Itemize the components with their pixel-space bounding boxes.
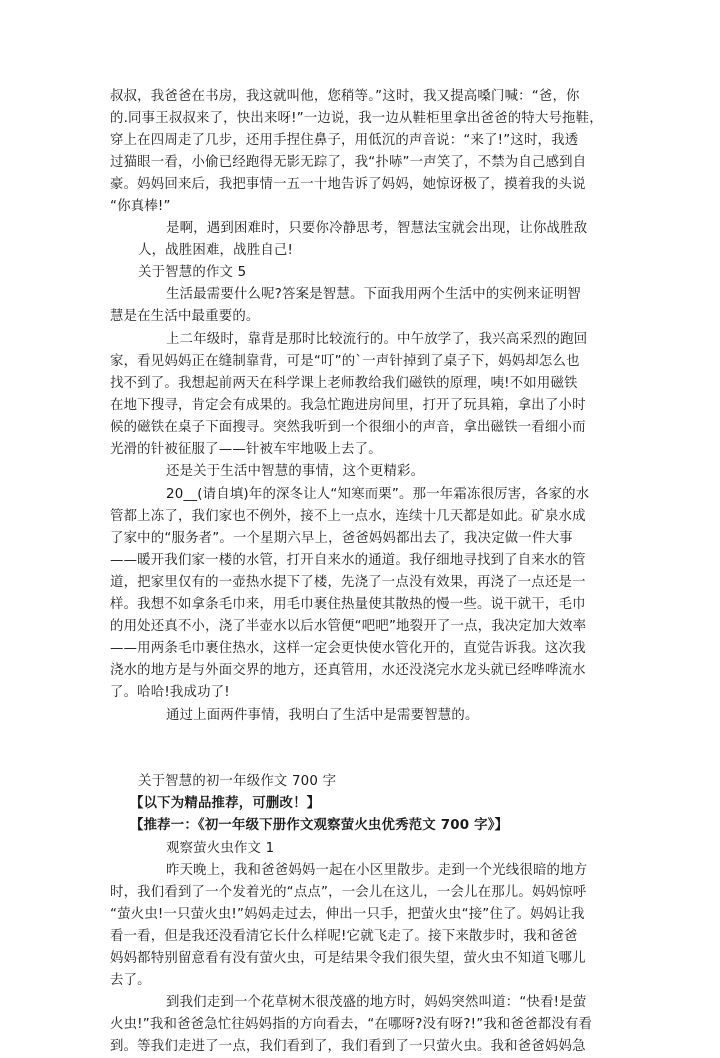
paragraph-line: 豪。妈妈回来后，我把事情一五一十地告诉了妈妈，她惊讶极了，摸着我的头说 [110, 177, 586, 192]
paragraph-line: 时，我们看到了一个发着光的“点点”，一会儿在这儿，一会儿在那儿。妈妈惊呼 [110, 885, 587, 900]
paragraph-line: 昨天晚上，我和爸爸妈妈一起在小区里散步。走到一个光线很暗的地方 [166, 863, 588, 878]
paragraph-line: 找不到了。我想起前两天在科学课上老师教给我们磁铁的原理，咦!不如用磁铁 [110, 376, 578, 391]
paragraph-line: 生活最需要什么呢?答案是智慧。下面我用两个生活中的实例来证明智 [166, 287, 582, 302]
paragraph-line: 道，把家里仅有的一壶热水提下了楼，先浇了一点没有效果，再浇了一点还是一 [110, 575, 586, 590]
paragraph-line: 过猫眼一看，小偷已经跑得无影无踪了，我“扑哧”一声笑了，不禁为自己感到自 [110, 155, 587, 170]
paragraph-line: 人，战胜困难，战胜自己! [138, 243, 294, 258]
paragraph-line: 妈妈都特别留意看有没有萤火虫，可是结果令我们很失望，萤火虫不知道飞哪儿 [110, 951, 586, 966]
paragraph-line: 浇水的地方是与外面交界的地方，还真管用，水还没浇完水龙头就已经哗哗流水 [110, 663, 586, 678]
paragraph-line: 光滑的针被征服了——针被车牢地吸上去了。 [110, 442, 382, 457]
paragraph-line: 到我们走到一个花草树木很茂盛的地方时，妈妈突然叫道：“快看!是萤 [166, 995, 587, 1010]
paragraph-line: 叔叔，我爸爸在书房，我这就叫他，您稍等。”这时，我又提高嗓门喊：“爸，你 [110, 89, 580, 104]
paragraph-line: 到。等我们走进了一点，我们看到了，我们看到了一只萤火虫。我和爸爸妈妈急 [110, 1039, 586, 1054]
paragraph-line: 在地下搜寻，肯定会有成果的。我急忙跑进房间里，打开了玩具箱，拿出了小时 [110, 398, 586, 413]
paragraph-line: 去了。 [110, 973, 151, 988]
essay-heading: 观察萤火虫作文 1 [166, 841, 275, 856]
paragraph-line: ——暖开我们家一楼的水管，打开自来水的通道。我仔细地寻找到了自来水的管 [110, 553, 586, 568]
paragraph-line: ——用两条毛巾裹住热水，这样一定会更快使水管化开的，直觉告诉我。这次我 [110, 641, 586, 656]
paragraph-line: 是啊，遇到困难时，只要你冷静思考，智慧法宝就会出现，让你战胜敌 [166, 221, 588, 236]
paragraph-line: 上二年级时，靠背是那时比较流行的。中午放学了，我兴高采烈的跑回 [166, 332, 588, 347]
paragraph-line: “萤火虫!一只萤火虫!”妈妈走过去，伸出一只手，把萤火虫“接”住了。妈妈让我 [110, 907, 585, 922]
paragraph-line: 的.同事王叔叔来了，快出来呀!”一边说，我一边从鞋柜里拿出爸爸的特大号拖鞋， [110, 111, 603, 126]
paragraph-line: 慧是在生活中最重要的。 [110, 309, 260, 324]
paragraph-line: 的用处还真不小，浇了半壶水以后水管便“吧吧”地裂开了一点，我决定加大效率 [110, 619, 587, 634]
paragraph-line: 候的磁铁在桌子下面搜寻。突然我听到一个很细小的声音，拿出磁铁一看细小而 [110, 420, 586, 435]
paragraph-line: 看一看，但是我还没看清它长什么样呢!它就飞走了。接下来散步时，我和爸爸 [110, 929, 578, 944]
paragraph-line: 还是关于生活中智慧的事情，这个更精彩。 [166, 464, 425, 479]
paragraph-line: 管都上冻了，我们家也不例外，接不上一点水，连续十几天都是如此。矿泉水成 [110, 509, 586, 524]
paragraph-line: 穿上在四周走了几步，还用手捏住鼻子，用低沉的声音说：“来了!”这时，我透 [110, 133, 579, 148]
paragraph-line: 家，看见妈妈正在缝制靠背，可是“叮”的`一声针掉到了桌子下，妈妈却怎么也 [110, 354, 580, 369]
recommend-note: 【以下为精品推荐，可删改！】 [130, 796, 321, 811]
paragraph-line: 通过上面两件事情，我明白了生活中是需要智慧的。 [166, 708, 479, 723]
paragraph-line: 了家中的“服务者”。一个星期六早上，爸爸妈妈都出去了，我决定做一件大事 [110, 531, 573, 546]
paragraph-line: 样。我想不如拿条毛巾来，用毛巾裹住热量使其散热的慢一些。说干就干，毛巾 [110, 597, 586, 612]
article-title: 关于智慧的初一年级作文 700 字 [138, 774, 337, 789]
essay-heading: 关于智慧的作文 5 [138, 265, 247, 280]
paragraph-line: 了。哈哈!我成功了! [110, 685, 230, 700]
paragraph-line: 火虫!”我和爸爸急忙往妈妈指的方向看去，“在哪呀?没有呀?!”我和爸爸都没有看 [110, 1017, 593, 1032]
recommend-title: 【推荐一：《初一年级下册作文观察萤火虫优秀范文 700 字》】 [130, 818, 509, 833]
paragraph-line: 20__(请自填)年的深冬让人“知寒而栗”。那一年霜冻很厉害，各家的水 [166, 487, 590, 502]
paragraph-line: “你真棒!” [110, 199, 171, 214]
